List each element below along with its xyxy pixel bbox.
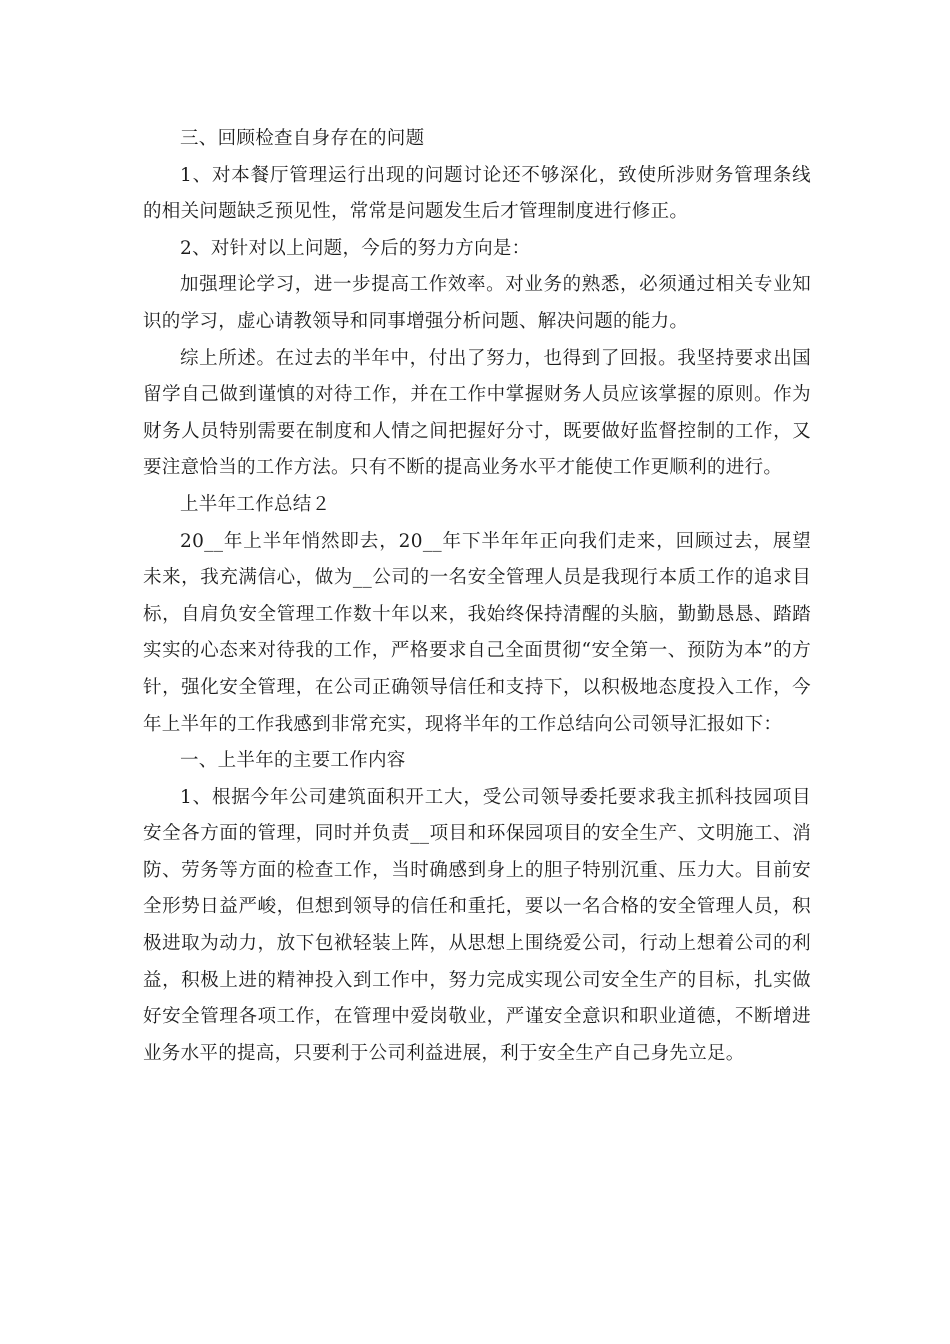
document-page xyxy=(143,121,811,1072)
heading-main-work: 一、上半年的主要工作内容 xyxy=(180,750,406,772)
paragraph-study: 加强理论学习，进一步提高工作效率。对业务的熟悉，必须通过相关专业知识的学习，虚心请教领导和同事增强分析问题、解决问题的能力。 xyxy=(143,274,811,332)
paragraph-intro: 20__年上半年悄然即去，20__年下半年年正向我们走来，回顾过去，展望未来，我充满信心，做为__公司的一名安全管理人员是我现行本质工作的追求目标，自肩负安全管理工作数十年以来，我始终保持清醒的头脑，勤勤恳恳、踏踏实实的心态来对待我的工作，严格要求自己全面贯彻“安全第一、预防为本”的方针，强化安全管理，在公司正确领导信任和支持下，以积极地态度投入工作，今年上半年的工作我感到非常充实，现将半年的工作总结向公司领导汇报如下： xyxy=(143,530,811,735)
heading-review-problems: 三、回顾检查自身存在的问题 xyxy=(180,128,425,149)
paragraph-summary: 综上所述。在过去的半年中，付出了努力，也得到了回报。我坚持要求出国留学自己做到谨慎的对待工作，并在工作中掌握财务人员应该掌握的原则。作为财务人员特别需要在制度和人情之间把握好分寸，既要做好监督控制的工作，又要注意恰当的工作方法。只有不断的提高业务水平才能使工作更顺利的进行。 xyxy=(143,347,811,479)
paragraph-problem-1: 1、对本餐厅管理运行出现的问题讨论还不够深化，致使所涉财务管理条线的相关问题缺乏预见性，常常是问题发生后才管理制度进行修正。 xyxy=(143,164,811,223)
paragraph-work-1: 1、根据今年公司建筑面积开工大，受公司领导委托要求我主抓科技园项目安全各方面的管理，同时并负责__项目和环保园项目的安全生产、文明施工、消防、劳务等方面的检查工作，当时确感到身上的胆子特别沉重、压力大。目前安全形势日益严峻，但想到领导的信任和重托，要以一名合格的安全管理人员，积极进取为动力，放下包袱轻装上阵，从思想上围绕爱公司，行动上想着公司的利益，积极上进的精神投入到工作中，努力完成实现公司安全生产的目标，扎实做好安全管理各项工作，在管理中爱岗敬业，严谨安全意识和职业道德，不断增进业务水平的提高，只要利于公司利益进展，利于安全生产自己身先立足。 xyxy=(143,786,811,1064)
paragraph-problem-2: 2、对针对以上问题，今后的努力方向是： xyxy=(180,237,531,259)
section-title-summary-2: 上半年工作总结２ xyxy=(180,493,331,515)
